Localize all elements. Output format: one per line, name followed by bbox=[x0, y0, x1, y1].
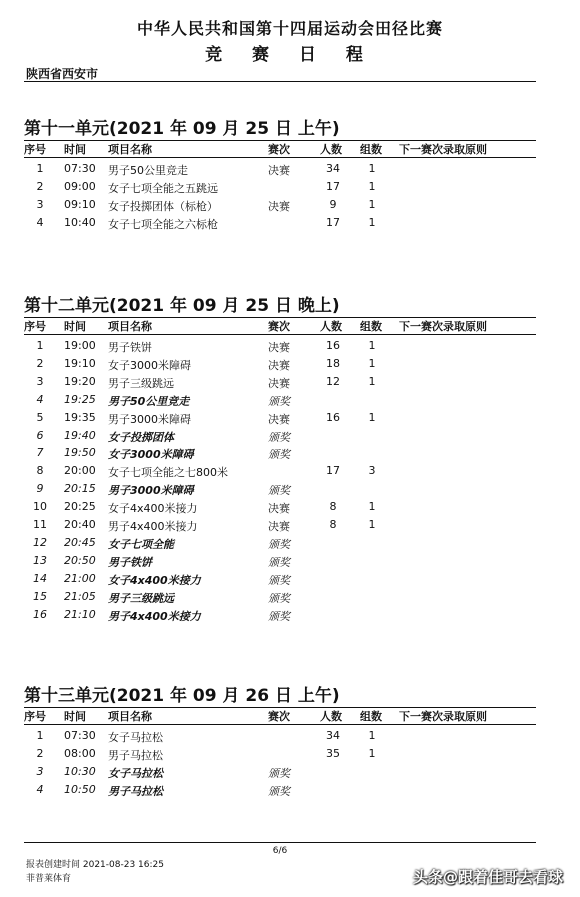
row-number: 2 bbox=[36, 356, 44, 370]
report-created-time: 报表创建时间 2021-08-23 16:25 bbox=[26, 860, 164, 870]
row-number: 16 bbox=[33, 607, 47, 621]
row-round: 决赛 bbox=[268, 164, 290, 177]
row-number: 10 bbox=[33, 500, 47, 514]
column-header: 时间 bbox=[64, 143, 86, 156]
row-event: 男子三级跳远 bbox=[108, 376, 174, 390]
row-round: 颁奖 bbox=[268, 555, 290, 569]
row-time: 20:40 bbox=[64, 518, 96, 531]
row-groups: 1 bbox=[368, 500, 376, 514]
row-event: 女子马拉松 bbox=[108, 766, 163, 780]
row-time: 19:00 bbox=[64, 339, 96, 352]
row-number: 11 bbox=[33, 518, 47, 531]
row-number: 3 bbox=[36, 374, 44, 388]
column-header: 组数 bbox=[360, 320, 382, 333]
row-number: 8 bbox=[36, 464, 44, 478]
footer-divider bbox=[24, 842, 536, 843]
row-event: 女子投掷团体（标枪） bbox=[108, 199, 218, 213]
column-header: 下一赛次录取原则 bbox=[399, 143, 487, 156]
row-people: 17 bbox=[326, 179, 340, 193]
row-number: 4 bbox=[36, 392, 44, 406]
row-round: 决赛 bbox=[268, 520, 290, 533]
row-number: 9 bbox=[36, 482, 44, 496]
report-subtitle: 竞 赛 日 程 bbox=[205, 45, 375, 65]
row-round: 颁奖 bbox=[268, 430, 290, 444]
row-groups: 1 bbox=[368, 179, 376, 193]
column-header: 下一赛次录取原则 bbox=[399, 320, 487, 333]
row-event: 女子七项全能 bbox=[108, 537, 174, 551]
column-header: 组数 bbox=[360, 143, 382, 156]
row-number: 4 bbox=[36, 782, 44, 796]
row-round: 决赛 bbox=[268, 412, 290, 426]
row-round: 决赛 bbox=[268, 199, 290, 213]
column-header: 赛次 bbox=[268, 320, 290, 333]
row-event: 男子三级跳远 bbox=[108, 591, 174, 605]
organizer-label: 菲普莱体育 bbox=[26, 874, 72, 884]
table-header-top-rule bbox=[24, 317, 536, 318]
row-number: 15 bbox=[33, 589, 47, 603]
row-event: 女子4x400米接力 bbox=[108, 502, 198, 516]
row-time: 07:30 bbox=[64, 162, 96, 175]
row-groups: 1 bbox=[368, 356, 376, 370]
column-header: 组数 bbox=[360, 710, 382, 723]
row-event: 男子马拉松 bbox=[108, 748, 163, 762]
venue-label: 陕西省西安市 bbox=[26, 67, 99, 81]
row-number: 1 bbox=[36, 339, 44, 352]
row-round: 颁奖 bbox=[268, 784, 290, 798]
row-groups: 1 bbox=[368, 215, 376, 229]
table-header-bottom-rule bbox=[24, 334, 536, 335]
row-people: 8 bbox=[329, 500, 337, 514]
column-header: 项目名称 bbox=[108, 710, 152, 723]
row-time: 20:45 bbox=[64, 535, 96, 549]
row-time: 20:00 bbox=[64, 464, 96, 478]
row-groups: 1 bbox=[368, 729, 376, 742]
row-people: 18 bbox=[326, 356, 340, 370]
row-round: 颁奖 bbox=[268, 484, 290, 498]
row-round: 颁奖 bbox=[268, 448, 290, 462]
row-event: 男子马拉松 bbox=[108, 784, 163, 798]
row-groups: 1 bbox=[368, 410, 376, 424]
row-round: 颁奖 bbox=[268, 537, 290, 551]
row-event: 女子3000米障碍 bbox=[108, 358, 191, 372]
row-time: 08:00 bbox=[64, 746, 96, 760]
row-number: 13 bbox=[33, 553, 47, 567]
row-time: 10:50 bbox=[64, 782, 96, 796]
row-event: 女子七项全能之五跳远 bbox=[108, 181, 218, 195]
row-event: 女子4x400米接力 bbox=[108, 573, 201, 587]
row-event: 男子4x400米接力 bbox=[108, 520, 198, 533]
column-header: 人数 bbox=[320, 320, 342, 333]
row-time: 19:40 bbox=[64, 428, 96, 442]
row-people: 12 bbox=[326, 374, 340, 388]
row-people: 16 bbox=[326, 410, 340, 424]
row-people: 16 bbox=[326, 339, 340, 352]
row-groups: 1 bbox=[368, 162, 376, 175]
row-groups: 1 bbox=[368, 374, 376, 388]
row-time: 21:00 bbox=[64, 571, 96, 585]
column-header: 序号 bbox=[24, 710, 46, 723]
row-time: 19:35 bbox=[64, 410, 96, 424]
watermark-text: 头条@跟着佳哥去看球 bbox=[413, 868, 564, 886]
section-title: 第十一单元(2021 年 09 月 25 日 上午) bbox=[24, 119, 340, 139]
row-time: 09:00 bbox=[64, 179, 96, 193]
row-groups: 3 bbox=[368, 464, 376, 478]
column-header: 人数 bbox=[320, 143, 342, 156]
row-round: 决赛 bbox=[268, 376, 290, 390]
column-header: 项目名称 bbox=[108, 320, 152, 333]
row-number: 12 bbox=[33, 535, 47, 549]
table-header-top-rule bbox=[24, 707, 536, 708]
row-groups: 1 bbox=[368, 746, 376, 760]
row-number: 7 bbox=[36, 446, 44, 460]
column-header: 序号 bbox=[24, 320, 46, 333]
row-people: 17 bbox=[326, 215, 340, 229]
column-header: 人数 bbox=[320, 710, 342, 723]
row-event: 女子3000米障碍 bbox=[108, 448, 194, 462]
row-time: 20:25 bbox=[64, 500, 96, 514]
page-number: 6/6 bbox=[272, 846, 288, 856]
row-time: 21:10 bbox=[64, 607, 96, 621]
row-event: 男子铁饼 bbox=[108, 555, 152, 569]
row-event: 女子七项全能之六标枪 bbox=[108, 217, 218, 231]
row-round: 颁奖 bbox=[268, 394, 290, 408]
column-header: 下一赛次录取原则 bbox=[399, 710, 487, 723]
table-header-bottom-rule bbox=[24, 157, 536, 158]
column-header: 时间 bbox=[64, 710, 86, 723]
row-event: 女子投掷团体 bbox=[108, 430, 174, 444]
row-round: 决赛 bbox=[268, 502, 290, 516]
row-event: 男子50公里竞走 bbox=[108, 164, 188, 177]
row-groups: 1 bbox=[368, 518, 376, 531]
row-groups: 1 bbox=[368, 339, 376, 352]
row-time: 09:10 bbox=[64, 197, 96, 211]
section-title: 第十三单元(2021 年 09 月 26 日 上午) bbox=[24, 686, 340, 706]
report-title: 中华人民共和国第十四届运动会田径比赛 bbox=[136, 19, 443, 38]
row-number: 4 bbox=[36, 215, 44, 229]
watermark bbox=[413, 866, 563, 887]
row-people: 34 bbox=[326, 162, 340, 175]
section-title: 第十二单元(2021 年 09 月 25 日 晚上) bbox=[24, 296, 340, 316]
row-people: 8 bbox=[329, 518, 337, 531]
row-event: 女子七项全能之七800米 bbox=[108, 466, 228, 480]
row-number: 6 bbox=[36, 428, 44, 442]
column-header: 赛次 bbox=[268, 710, 290, 723]
row-number: 5 bbox=[36, 410, 44, 424]
row-number: 3 bbox=[36, 197, 44, 211]
row-groups: 1 bbox=[368, 197, 376, 211]
row-event: 男子3000米障碍 bbox=[108, 484, 194, 498]
row-event: 男子50公里竞走 bbox=[108, 394, 190, 408]
row-round: 决赛 bbox=[268, 358, 290, 372]
row-event: 男子铁饼 bbox=[108, 341, 152, 354]
row-event: 女子马拉松 bbox=[108, 731, 163, 744]
row-number: 1 bbox=[36, 729, 44, 742]
row-time: 19:10 bbox=[64, 356, 96, 370]
row-time: 10:40 bbox=[64, 215, 96, 229]
row-time: 19:25 bbox=[64, 392, 96, 406]
row-round: 颁奖 bbox=[268, 766, 290, 780]
column-header: 赛次 bbox=[268, 143, 290, 156]
row-round: 颁奖 bbox=[268, 591, 290, 605]
row-number: 2 bbox=[36, 746, 44, 760]
row-round: 决赛 bbox=[268, 341, 290, 354]
row-time: 19:20 bbox=[64, 374, 96, 388]
column-header: 时间 bbox=[64, 320, 86, 333]
row-people: 17 bbox=[326, 464, 340, 478]
row-event: 男子3000米障碍 bbox=[108, 412, 191, 426]
column-header: 序号 bbox=[24, 143, 46, 156]
row-number: 14 bbox=[33, 571, 47, 585]
header-divider bbox=[24, 81, 536, 82]
row-people: 35 bbox=[326, 746, 340, 760]
table-header-top-rule bbox=[24, 140, 536, 141]
row-number: 3 bbox=[36, 764, 44, 778]
row-number: 2 bbox=[36, 179, 44, 193]
row-time: 07:30 bbox=[64, 729, 96, 742]
row-people: 34 bbox=[326, 729, 340, 742]
row-time: 10:30 bbox=[64, 764, 96, 778]
row-time: 19:50 bbox=[64, 446, 96, 460]
row-people: 9 bbox=[329, 197, 337, 211]
row-time: 20:50 bbox=[64, 553, 96, 567]
row-event: 男子4x400米接力 bbox=[108, 609, 201, 623]
row-number: 1 bbox=[36, 162, 44, 175]
row-round: 颁奖 bbox=[268, 609, 290, 623]
table-header-bottom-rule bbox=[24, 724, 536, 725]
row-time: 21:05 bbox=[64, 589, 96, 603]
row-time: 20:15 bbox=[64, 482, 96, 496]
column-header: 项目名称 bbox=[108, 143, 152, 156]
row-round: 颁奖 bbox=[268, 573, 290, 587]
